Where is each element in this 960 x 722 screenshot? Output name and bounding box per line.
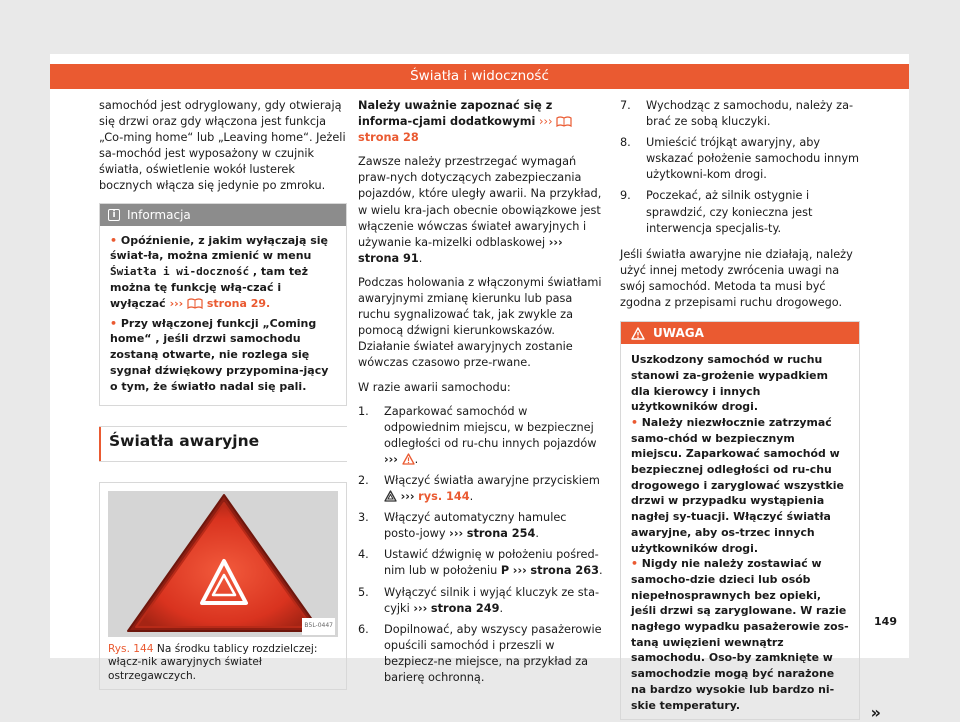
paragraph: Podczas holowania z włączonymi światłami awaryjnymi zmianę kierunku lub pasa ruchu sygnalizować tak, jak zwykle za pomocą dźwigni kierunkowskazów. Działanie świateł awaryjnych zostanie wówczas czasowo prze-rwane. xyxy=(358,275,602,370)
ref-arrow: ››› xyxy=(169,296,184,310)
ref-link[interactable]: strona 29. xyxy=(206,296,271,310)
continue-marker: » xyxy=(870,703,881,722)
section-accent-bar xyxy=(99,427,101,461)
list-item: 5. Wyłączyć silnik i wyjąć kluczyk ze sta-cyjki ››› strona 249. xyxy=(358,585,600,615)
list-item: 9. Poczekać, aż silnik ostygnie i sprawdzić, czy konieczna jest interwencja specjalis-ty. xyxy=(620,189,813,235)
info-item: • Opóźnienie, z jakim wyłączają się świat-ła, można zmienić w menu Światła i wi-doczność , tam też można tę funkcję włą-czać i wyłączać ››› strona 29. xyxy=(110,233,328,310)
caption-text: Na środku tablicy rozdzielczej: włącz-nik awaryjnych świateł ostrzegawczych. xyxy=(108,642,318,682)
ref-link[interactable]: strona 28 xyxy=(358,131,419,145)
steps-list xyxy=(358,404,603,687)
warning-intro: Uszkodzony samochód w ruchu stanowi za-grożenie wypadkiem dla kierowcy i innych użytkowników drogi. xyxy=(631,353,828,414)
steps-list xyxy=(620,98,860,237)
warning-box-header xyxy=(621,322,859,344)
menu-name: Światła i wi-doczność xyxy=(110,265,250,279)
ref-link[interactable]: strona 249 xyxy=(430,601,500,615)
info-box-header xyxy=(100,204,346,226)
info-box-body xyxy=(100,226,346,405)
hazard-button-image xyxy=(108,491,338,637)
list-item: 7. Wychodząc z samochodu, należy za-brać ze sobą kluczyki. xyxy=(620,99,854,129)
ref-arrow: ››› xyxy=(548,235,563,249)
warning-box xyxy=(620,321,881,722)
caption-label: Rys. 144 xyxy=(108,642,154,655)
ref-link[interactable]: strona 254 xyxy=(466,527,536,541)
figure-caption xyxy=(100,637,346,690)
ref-link[interactable]: strona 263 xyxy=(530,564,599,578)
ref-arrow: ››› xyxy=(538,115,553,129)
column-left xyxy=(99,98,347,690)
page-header: Światła i widoczność xyxy=(50,64,909,89)
column-middle xyxy=(358,98,603,691)
ref-link[interactable]: rys. 144 xyxy=(418,490,470,504)
list-item: 4. Ustawić dźwignię w położeniu pośred-nim lub w położeniu P ››› strona 263. xyxy=(358,548,603,578)
hazard-button-icon xyxy=(108,491,338,637)
warning-item: • Należy niezwłocznie zatrzymać samo-chód w bezpiecznym miejscu. Zaparkować samochód w bezpiecznej odległości od ru-chu drogowego i zaryglować wszystkie drzwi w przypadku wystąpienia nagłej sy-tuacji. Włączyć światła awaryjne, aby os-trzec innych użytkowników drogi. xyxy=(631,415,844,555)
paragraph: Zawsze należy przestrzegać wymagań praw-nych dotyczących zabezpieczania pojazdów, które uległy awarii. Na przykład, w wielu kra-jach obecnie obowiązkowe jest włączenie wówczas świateł awaryjnych i używanie ka-mizelki odblaskowej ››› strona 91. xyxy=(358,155,602,265)
list-item: 2. Włączyć światła awaryjne przyciskiem ››› rys. 144. xyxy=(358,473,600,504)
warning-triangle-icon xyxy=(402,453,415,465)
warning-item: • Nigdy nie należy zostawiać w samocho-dzie dzieci lub osób niepełnosprawnych bez opieki, jeśli drzwi są zaryglowane. W razie nagłego wypadku pasażerowie zos-taną uwięzieni wewnątrz samochodu. Oso-by zamknięte w samochodzie mogą być narażone na bardzo wysokie lub bardzo ni-skie temperatury. xyxy=(631,557,849,712)
list-item: 6. Dopilnować, aby wszyscy pasażerowie opuścili samochód i przeszli w bezpiecz-ne miejsce, na przykład za barierę ochronną. xyxy=(358,622,602,684)
info-box xyxy=(99,203,347,406)
warning-triangle-icon xyxy=(631,327,645,340)
info-item: • Przy włączonej funkcji „Coming home“ , jeśli drzwi samochodu zostaną otwarte, nie rozlega się sygnał dźwiękowy przypomina-jący o tym, że światło nadal się pali. xyxy=(110,316,329,393)
book-reference-icon xyxy=(187,298,203,309)
section-heading: Światła awaryjne xyxy=(99,426,347,462)
book-reference-icon xyxy=(556,116,572,127)
lead-paragraph: Należy uważnie zapoznać się z informa-cjami dodatkowymi ››› strona 28 xyxy=(358,98,603,146)
ref-link[interactable]: strona 91 xyxy=(358,251,419,265)
manual-page xyxy=(50,54,909,722)
column-right xyxy=(620,98,881,722)
info-icon: i xyxy=(108,209,120,221)
list-item: 1. Zaparkować samochód w odpowiednim miejscu, w bezpiecznej odległości od ru-chu innych pojazdów ››› . xyxy=(358,404,597,466)
list-item: 8. Umieścić trójkąt awaryjny, aby wskazać położenie samochodu innym użytkowni-kom drogi. xyxy=(620,136,860,182)
figure-144 xyxy=(99,482,347,691)
warning-box-body xyxy=(621,344,859,719)
paragraph: Jeśli światła awaryjne nie działają, należy użyć innej metody zwrócenia uwagi na swój samochód. Metoda ta musi być zgodna z przepisami ruchu drogowego. xyxy=(620,247,853,310)
paragraph: W razie awarii samochodu: xyxy=(358,380,511,394)
figure-code: B5L-0447 xyxy=(302,618,335,634)
list-item: 3. Włączyć automatyczny hamulec posto-jowy ››› strona 254. xyxy=(358,511,567,541)
warning-title: UWAGA xyxy=(653,326,704,341)
intro-paragraph: samochód jest odryglowany, gdy otwierają się drzwi oraz gdy włączona jest funkcja „Co-ming home“ lub „Leaving home“. Jeżeli sa-mochód jest wyposażony w czujnik światła, oświetlenie wokół lusterek bocznych włącza się jedynie po zmroku. xyxy=(99,99,346,193)
info-box-title: Informacja xyxy=(127,207,191,222)
hazard-button-icon xyxy=(384,490,397,502)
page-number: 149 xyxy=(874,615,897,628)
